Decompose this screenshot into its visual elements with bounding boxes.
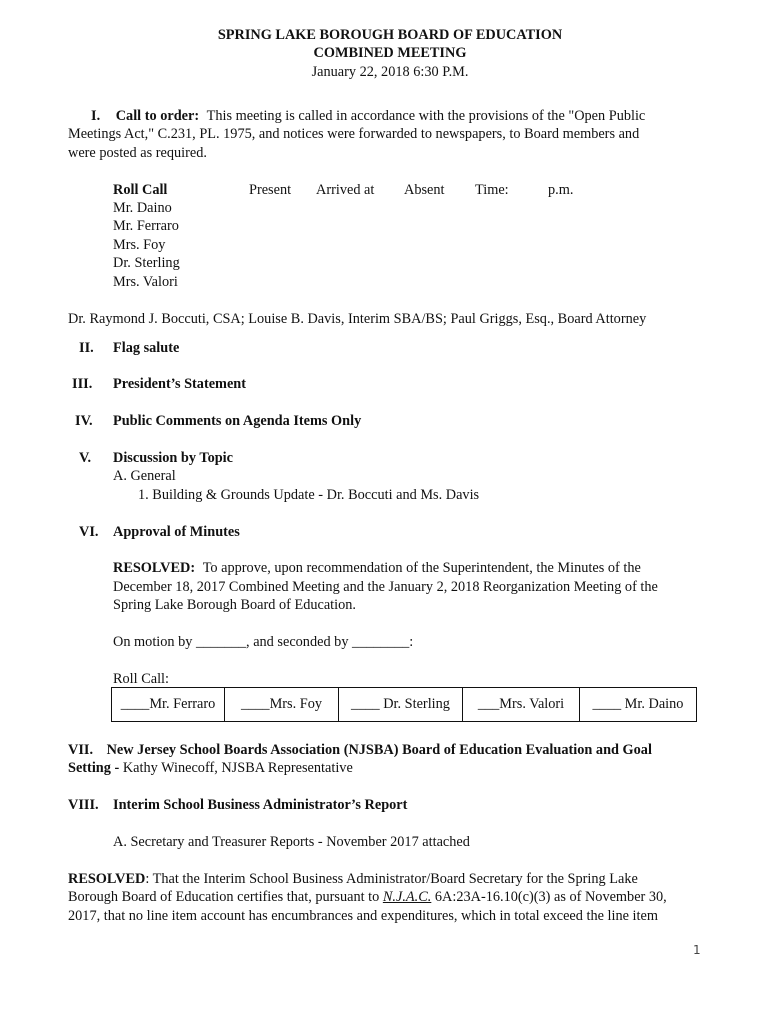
- section-viii-subitem: A. Secretary and Treasurer Reports - November 2017 attached: [113, 834, 470, 850]
- roll-call-vote-table: [111, 687, 697, 722]
- section-iii-title: President’s Statement: [113, 376, 247, 392]
- roll-call-heading: Roll Call: [113, 182, 168, 198]
- section-vii-heading-cont: [68, 759, 353, 778]
- section-viii-number: VIII.: [68, 797, 99, 813]
- vote-cell-foy: ____Mrs. Foy: [225, 688, 339, 722]
- section-i-heading: [91, 107, 645, 126]
- staff-attendees: Dr. Raymond J. Boccuti, CSA; Louise B. Davis, Interim SBA/BS; Paul Griggs, Esq., Board Attorney: [68, 311, 647, 327]
- section-v-list-item: 1. Building & Grounds Update - Dr. Boccuti and Ms. Davis: [138, 487, 480, 503]
- section-v-subitem: A. General: [113, 468, 176, 484]
- resolved-text: Borough Board of Education certifies that, pursuant to: [68, 889, 380, 905]
- section-viii-title: Interim School Business Administrator’s Report: [113, 797, 408, 813]
- roll-call-col-time: Time:: [475, 182, 509, 198]
- section-iv-title: Public Comments on Agenda Items Only: [113, 413, 362, 429]
- section-title-cont: Setting -: [68, 760, 120, 776]
- section-i-text-line: Meetings Act," C.231, PL. 1975, and notices were forwarded to newspapers, to Board members and: [68, 126, 640, 142]
- meeting-type-heading: COMBINED MEETING: [313, 45, 467, 61]
- section-i-text-line: were posted as required.: [68, 145, 207, 161]
- resolved-text: To approve, upon recommendation of the Superintendent, the Minutes of the: [202, 560, 641, 576]
- roll-call-col-pm: p.m.: [548, 182, 574, 198]
- roll-call-col-absent: Absent: [404, 182, 445, 198]
- section-title: New Jersey School Boards Association (NJSBA) Board of Education Evaluation and Goal: [106, 742, 652, 758]
- motion-line: On motion by _______, and seconded by ________:: [113, 634, 414, 650]
- vote-cell-daino: ____ Mr. Daino: [580, 688, 697, 722]
- section-title: Call to order:: [115, 108, 200, 124]
- vote-cell-sterling: ____ Dr. Sterling: [339, 688, 463, 722]
- vote-cell-valori: ___Mrs. Valori: [463, 688, 580, 722]
- meeting-date: January 22, 2018 6:30 P.M.: [311, 64, 469, 80]
- roll-call-member: Mr. Ferraro: [113, 218, 179, 234]
- resolved-line: [68, 870, 638, 889]
- roll-call-label: Roll Call:: [113, 671, 170, 687]
- resolved-text-line: Spring Lake Borough Board of Education.: [113, 597, 356, 613]
- section-text: This meeting is called in accordance with the provisions of the "Open Public: [206, 108, 646, 124]
- njac-citation-link: N.J.A.C.: [382, 889, 432, 905]
- resolved-text-line: December 18, 2017 Combined Meeting and the January 2, 2018 Reorganization Meeting of the: [113, 579, 658, 595]
- resolved-text-line: [68, 888, 667, 907]
- roll-call-col-present: Present: [249, 182, 292, 198]
- resolved-text: : That the Interim School Business Administrator/Board Secretary for the Spring Lake: [145, 871, 638, 887]
- roll-call-member: Dr. Sterling: [113, 255, 180, 271]
- section-iii-number: III.: [72, 376, 93, 392]
- resolved-line: [113, 559, 641, 578]
- roll-call-member: Mr. Daino: [113, 200, 172, 216]
- section-vi-number: VI.: [79, 524, 99, 540]
- section-ii-number: II.: [79, 340, 94, 356]
- section-number: VII.: [68, 742, 94, 758]
- section-v-number: V.: [79, 450, 92, 466]
- roll-call-col-arrived: Arrived at: [316, 182, 375, 198]
- resolved-text-line: 2017, that no line item account has encumbrances and expenditures, which in total exceed the line item: [68, 908, 658, 924]
- section-vii-heading: [68, 741, 652, 760]
- section-presenter: Kathy Winecoff, NJSBA Representative: [122, 760, 353, 776]
- section-vi-title: Approval of Minutes: [113, 524, 240, 540]
- section-v-title: Discussion by Topic: [113, 450, 233, 466]
- board-name-heading: SPRING LAKE BOROUGH BOARD OF EDUCATION: [217, 27, 563, 43]
- roll-call-member: Mrs. Valori: [113, 274, 178, 290]
- table-row: [112, 688, 697, 722]
- resolved-text: 6A:23A-16.10(c)(3) as of November 30,: [434, 889, 667, 905]
- roll-call-member: Mrs. Foy: [113, 237, 166, 253]
- section-number: I.: [91, 108, 101, 124]
- section-iv-number: IV.: [75, 413, 93, 429]
- resolved-label: RESOLVED:: [113, 560, 196, 576]
- vote-cell-ferraro: ____Mr. Ferraro: [112, 688, 225, 722]
- page-number: 1: [693, 943, 701, 957]
- section-ii-title: Flag salute: [113, 340, 180, 356]
- resolved-label: RESOLVED: [68, 871, 146, 887]
